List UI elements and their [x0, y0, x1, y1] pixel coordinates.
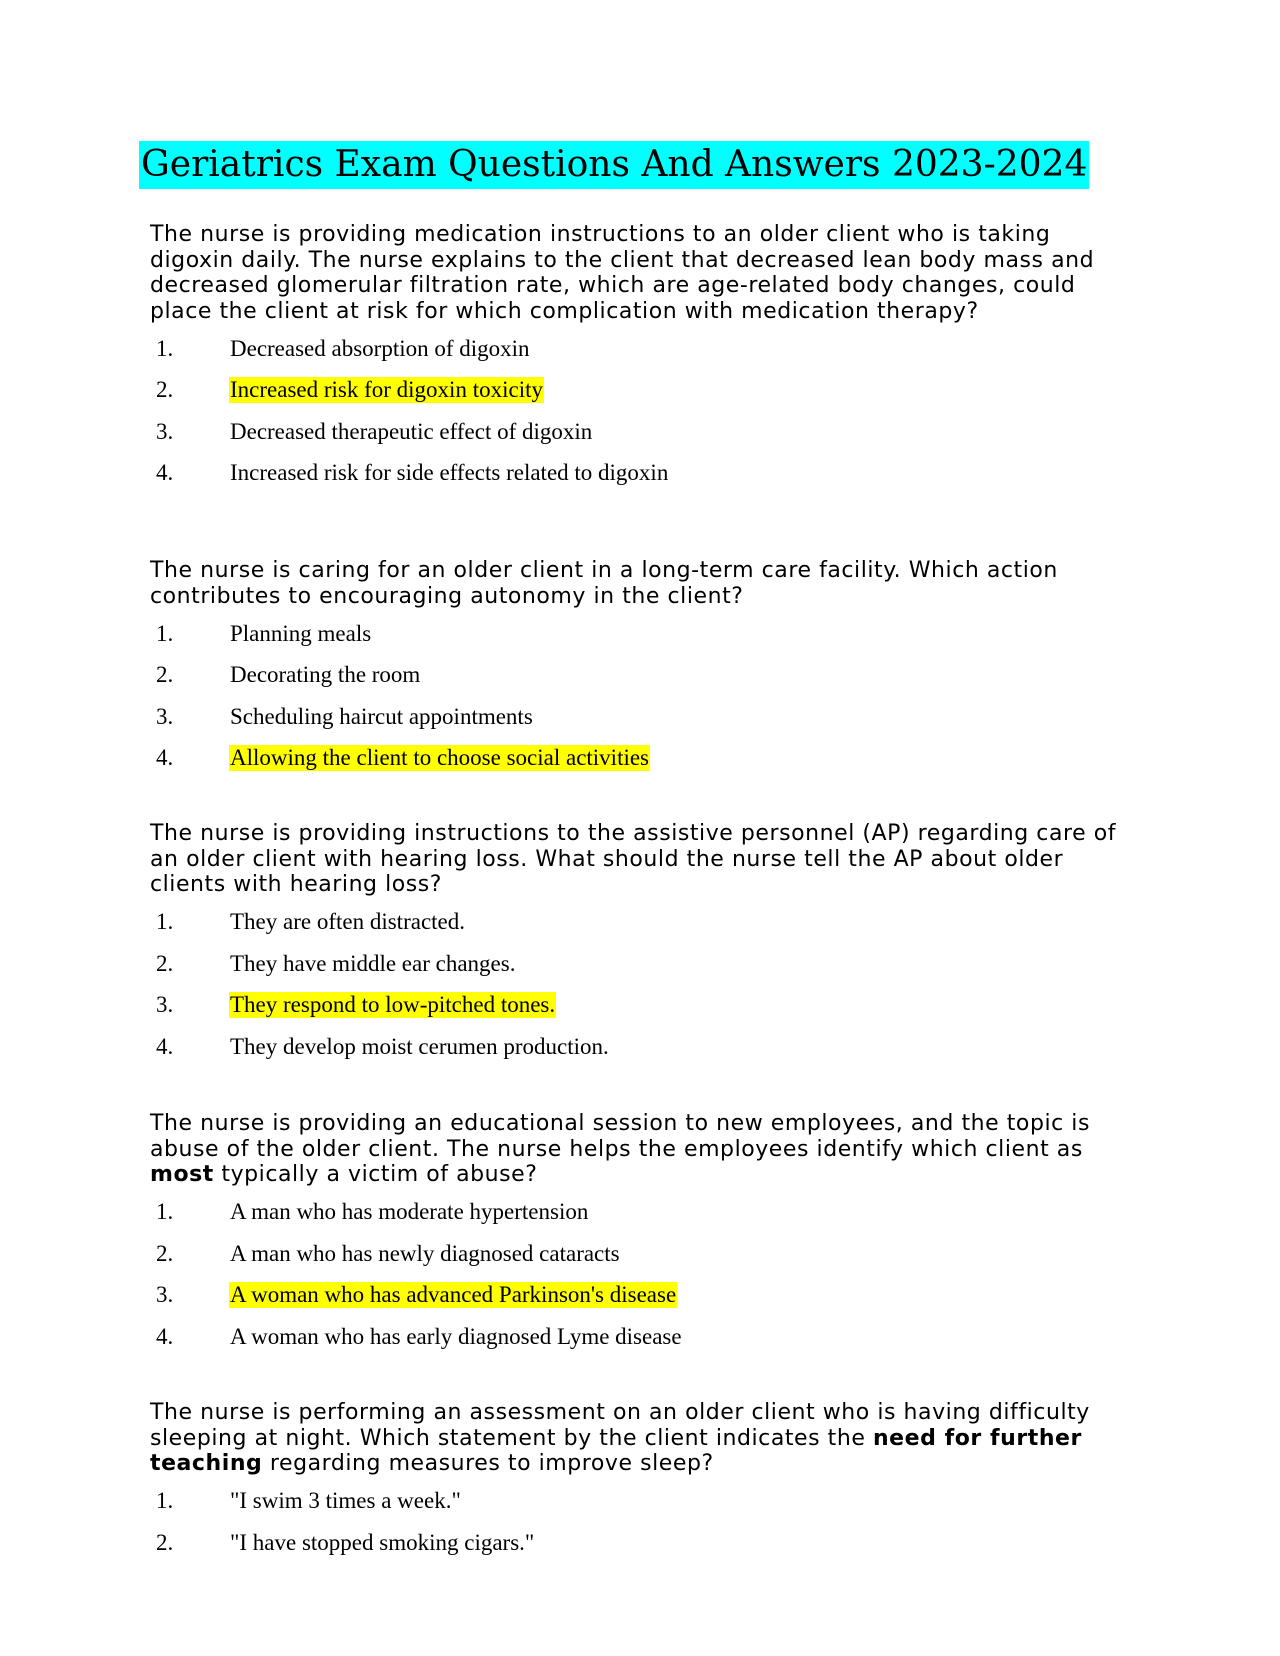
option-number: 1. [156, 620, 174, 646]
option-number: 3. [156, 1282, 174, 1308]
option-text: They are often distracted. [230, 909, 465, 935]
answer-option [150, 1275, 1140, 1317]
correct-answer-highlight: They respond to low-pitched tones. [230, 992, 556, 1018]
option-text: Increased risk for side effects related to digoxin [230, 460, 669, 486]
option-number: 2. [156, 950, 174, 976]
answer-option [150, 655, 1140, 697]
answer-option [150, 453, 1140, 495]
question-stem [150, 1111, 1140, 1188]
stem-text: typically a victim of abuse? [213, 1162, 538, 1187]
correct-answer-highlight: A woman who has advanced Parkinson's disease [230, 1282, 677, 1308]
stem-text: regarding measures to improve sleep? [262, 1451, 714, 1476]
answer-options [150, 613, 1140, 779]
option-number: 2. [156, 1240, 174, 1266]
answer-option [150, 985, 1140, 1027]
answer-option [150, 411, 1140, 453]
correct-answer-highlight: Increased risk for digoxin toxicity [230, 377, 543, 403]
option-text: Decreased therapeutic effect of digoxin [230, 418, 593, 444]
answer-option [150, 738, 1140, 780]
option-text: Scheduling haircut appointments [230, 703, 533, 729]
question-stem [150, 821, 1140, 898]
answer-option [150, 1233, 1140, 1275]
option-number: 4. [156, 1033, 174, 1059]
page-title: Geriatrics Exam Questions And Answers 2023-2024 [139, 141, 1089, 189]
answer-option [150, 1522, 1140, 1564]
answer-options [150, 902, 1140, 1068]
option-text: Planning meals [230, 620, 372, 646]
option-number: 4. [156, 745, 174, 771]
stem-emphasis: most [150, 1162, 214, 1187]
option-number: 1. [156, 335, 174, 361]
option-number: 1. [156, 1199, 174, 1225]
stem-text: The nurse is providing an educational session to new employees, and the topic is abuse of the older client. The nurse helps the employees identify which client as [150, 1111, 1090, 1162]
answer-option [150, 943, 1140, 985]
correct-answer-highlight: Allowing the client to choose social activities [230, 745, 650, 771]
answer-option [150, 1192, 1140, 1234]
answer-option [150, 1481, 1140, 1523]
stem-emphasis: need for further teaching [150, 1425, 1082, 1476]
question-1 [150, 222, 1140, 494]
question-2 [150, 558, 1140, 779]
option-number: 2. [156, 662, 174, 688]
option-number: 4. [156, 460, 174, 486]
question-4 [150, 1111, 1140, 1358]
option-number: 2. [156, 1529, 174, 1555]
answer-options [150, 328, 1140, 494]
option-text: A man who has newly diagnosed cataracts [230, 1240, 620, 1266]
answer-option [150, 1026, 1140, 1068]
option-number: 4. [156, 1323, 174, 1349]
answer-option [150, 696, 1140, 738]
question-3 [150, 821, 1140, 1068]
answer-option [150, 613, 1140, 655]
stem-text: The nurse is providing instructions to the assistive personnel (AP) regarding care of an older client with hearing loss. What should the nurse tell the AP about older clients with hearing loss? [150, 821, 1117, 897]
question-stem [150, 1400, 1140, 1477]
stem-text: The nurse is caring for an older client in a long-term care facility. Which action contributes to encouraging autonomy in the client? [150, 558, 1058, 609]
option-text: They have middle ear changes. [230, 950, 516, 976]
option-number: 3. [156, 703, 174, 729]
option-number: 1. [156, 909, 174, 935]
option-text: "I have stopped smoking cigars." [230, 1529, 535, 1555]
answer-option [150, 370, 1140, 412]
stem-text: The nurse is providing medication instructions to an older client who is taking digoxin daily. The nurse explains to the client that decreased lean body mass and decreased glomerular filtration rate, which are age-related body changes, could place the client at risk for which complication with medication therapy? [150, 222, 1095, 324]
answer-option [150, 328, 1140, 370]
option-text: A woman who has early diagnosed Lyme disease [230, 1323, 682, 1349]
option-text: A man who has moderate hypertension [230, 1199, 589, 1225]
option-text: They develop moist cerumen production. [230, 1033, 609, 1059]
option-number: 1. [156, 1488, 174, 1514]
option-text: Decreased absorption of digoxin [230, 335, 530, 361]
answer-option [150, 902, 1140, 944]
option-number: 3. [156, 992, 174, 1018]
option-number: 3. [156, 418, 174, 444]
option-text: Decorating the room [230, 662, 421, 688]
question-5 [150, 1400, 1140, 1564]
answer-options [150, 1192, 1140, 1358]
question-stem [150, 222, 1140, 324]
answer-option [150, 1316, 1140, 1358]
question-stem [150, 558, 1140, 609]
option-number: 2. [156, 377, 174, 403]
answer-options [150, 1481, 1140, 1564]
stem-text: The nurse is performing an assessment on an older client who is having difficulty sleeping at night. Which statement by the client indicates the [150, 1400, 1090, 1451]
option-text: "I swim 3 times a week." [230, 1488, 461, 1514]
